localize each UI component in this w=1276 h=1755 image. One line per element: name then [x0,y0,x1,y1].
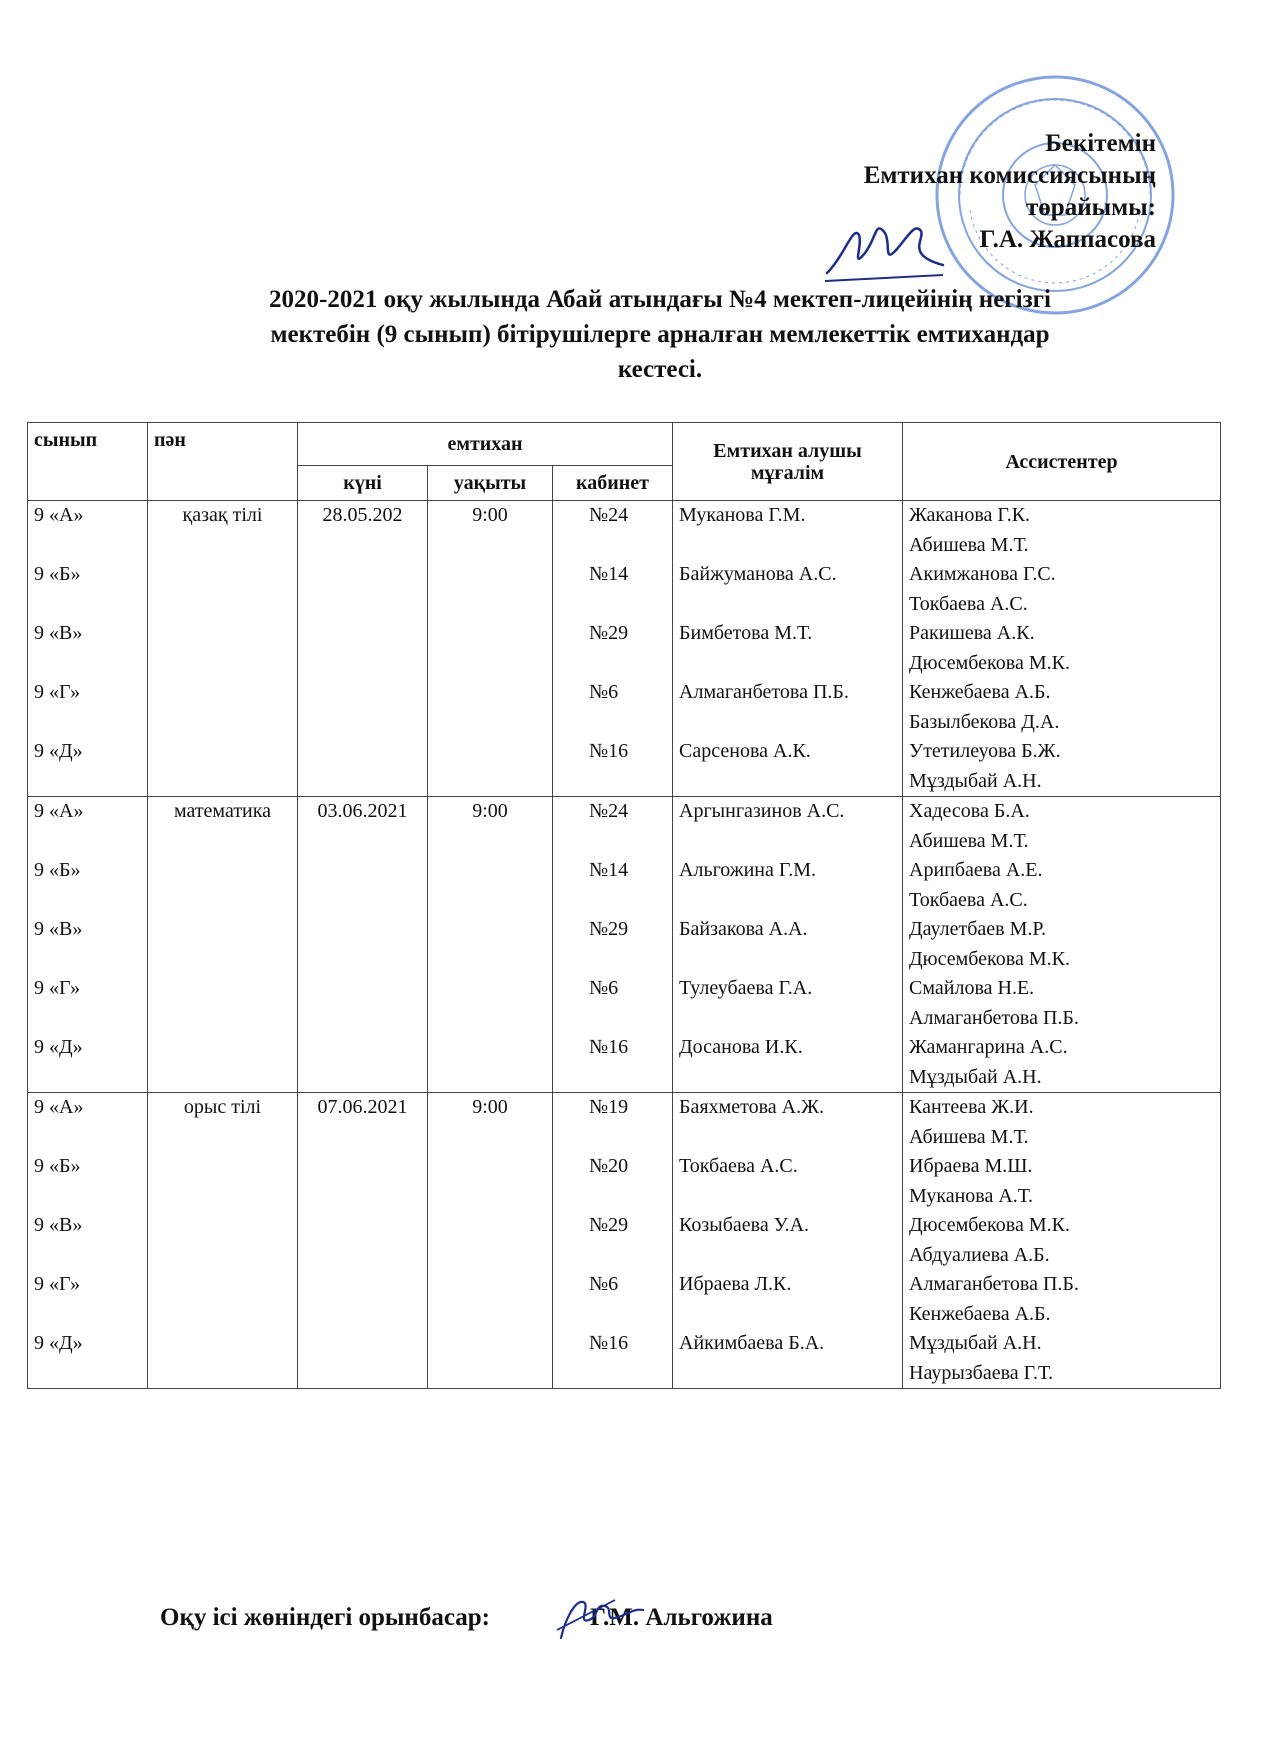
teacher-name: Байжуманова А.С. [679,563,837,585]
room-number: №6 [589,977,619,999]
class-label: 9 «Д» [34,1332,83,1354]
room-number: №29 [589,622,629,644]
room-cell [553,797,673,1093]
assistant-name: Базылбекова Д.А. [909,710,1060,733]
teacher-name: Муканова Г.М. [679,504,806,526]
room-number: №6 [589,681,619,703]
assistant-name: Алмаганбетова П.Б. [909,1006,1079,1029]
table-row [28,501,1221,797]
teacher-name: Аргынгазинов А.С. [679,800,845,822]
assistant-name: Хадесова Б.А. [909,800,1030,822]
assistant-name: Акимжанова Г.С. [909,563,1056,585]
room-number: №29 [589,918,629,940]
assistant-name: Абдуалиева А.Б. [909,1243,1050,1266]
header-exam: емтихан [298,423,673,466]
assistant-name: Дюсембекова М.К. [909,651,1070,674]
teacher-name: Бимбетова М.Т. [679,622,813,644]
class-label: 9 «Г» [34,1273,81,1295]
time-cell: 9:00 [428,797,553,1093]
document-title [180,282,1140,387]
room-number: №24 [589,504,629,526]
class-label: 9 «В» [34,1214,83,1236]
room-number: №24 [589,800,629,822]
class-label: 9 «Д» [34,740,83,762]
header-room: кабинет [553,466,673,501]
teacher-name: Алмаганбетова П.Б. [679,681,849,703]
teacher-name: Ибраева Л.К. [679,1273,792,1295]
chair-signature [825,215,945,285]
date-cell: 28.05.202 [298,501,428,797]
deputy-signature [555,1590,645,1645]
approval-line-3: төрайымы: [1026,194,1156,221]
header-time: уақыты [428,466,553,501]
class-label: 9 «А» [34,800,84,822]
assistant-name: Наурызбаева Г.Т. [909,1361,1054,1384]
class-cell [28,1093,148,1389]
teacher-cell [673,797,903,1093]
class-label: 9 «Б» [34,1155,81,1177]
teacher-name: Альгожина Г.М. [679,859,816,881]
assistants-cell [903,797,1221,1093]
room-number: №14 [589,563,629,585]
room-number: №20 [589,1155,629,1177]
assistant-name: Ракишева А.К. [909,622,1035,644]
approval-block [736,128,1156,256]
teacher-cell [673,501,903,797]
room-cell [553,1093,673,1389]
deputy-signature-line [160,1604,773,1632]
assistants-cell [903,501,1221,797]
class-label: 9 «Б» [34,859,81,881]
teacher-name: Айкимбаева Б.А. [679,1332,825,1354]
assistant-name: Кантеева Ж.И. [909,1096,1034,1118]
teacher-name: Козыбаева У.А. [679,1214,810,1236]
assistant-name: Арипбаева А.Е. [909,859,1043,881]
subject-cell: математика [148,797,298,1093]
room-number: №29 [589,1214,629,1236]
assistant-name: Мұздыбай А.Н. [909,769,1042,792]
teacher-name: Токбаева А.С. [679,1155,798,1177]
assistant-name: Жаканова Г.К. [909,504,1031,526]
class-label: 9 «Б» [34,563,81,585]
assistant-name: Кенжебаева А.Б. [909,1302,1051,1325]
teacher-name: Досанова И.К. [679,1036,803,1058]
class-cell [28,797,148,1093]
assistant-name: Мұздыбай А.Н. [909,1065,1042,1088]
table-row [28,1093,1221,1389]
class-label: 9 «Г» [34,977,81,999]
class-label: 9 «Г» [34,681,81,703]
deputy-name: Г.М. Альгожина [589,1604,773,1631]
title-line-1: 2020-2021 оқу жылында Абай атындағы №4 мектеп-лицейінің негізгі [269,286,1051,313]
teacher-cell [673,1093,903,1389]
assistant-name: Алмаганбетова П.Б. [909,1273,1079,1295]
exam-schedule-table [27,422,1221,1389]
room-number: №16 [589,1332,629,1354]
teacher-name: Байзакова А.А. [679,918,808,940]
time-cell: 9:00 [428,501,553,797]
approval-line-1: Бекітемін [1045,130,1156,157]
assistant-name: Токбаева А.С. [909,888,1028,911]
assistant-name: Абишева М.Т. [909,829,1029,852]
time-cell: 9:00 [428,1093,553,1389]
assistant-name: Дюсембекова М.К. [909,1214,1070,1236]
title-line-2: мектебін (9 сынып) бітірушілерге арналған мемлекеттік емтихандар [270,321,1050,348]
class-label: 9 «А» [34,504,84,526]
assistant-name: Кенжебаева А.Б. [909,681,1051,703]
subject-cell: орыс тілі [148,1093,298,1389]
table-row [28,797,1221,1093]
deputy-label: Оқу ісі жөніндегі орынбасар: [160,1604,490,1631]
class-label: 9 «А» [34,1096,84,1118]
assistant-name: Смайлова Н.Е. [909,977,1035,999]
teacher-name: Тулеубаева Г.А. [679,977,813,999]
assistant-name: Жамангарина А.С. [909,1036,1068,1058]
header-subject: пән [148,423,298,501]
header-date: күні [298,466,428,501]
assistant-name: Мұздыбай А.Н. [909,1332,1042,1354]
header-assistants: Ассистентер [903,423,1221,501]
room-number: №6 [589,1273,619,1295]
teacher-name: Сарсенова А.К. [679,740,811,762]
assistant-name: Муканова А.Т. [909,1184,1034,1207]
room-number: №16 [589,740,629,762]
assistant-name: Даулетбаев М.Р. [909,918,1047,940]
class-label: 9 «В» [34,918,83,940]
class-label: 9 «В» [34,622,83,644]
assistant-name: Абишева М.Т. [909,533,1029,556]
assistant-name: Ибраева М.Ш. [909,1155,1033,1177]
approval-line-2: Емтихан комиссиясының [863,162,1156,189]
class-label: 9 «Д» [34,1036,83,1058]
room-number: №14 [589,859,629,881]
assistants-cell [903,1093,1221,1389]
header-teacher: Емтихан алушы мұғалім [673,423,903,501]
assistant-name: Абишева М.Т. [909,1125,1029,1148]
assistant-name: Токбаева А.С. [909,592,1028,615]
subject-cell: қазақ тілі [148,501,298,797]
header-class: сынып [28,423,148,501]
assistant-name: Дюсембекова М.К. [909,947,1070,970]
teacher-name: Баяхметова А.Ж. [679,1096,825,1118]
room-number: №16 [589,1036,629,1058]
room-number: №19 [589,1096,629,1118]
title-line-3: кестесі. [617,356,703,383]
room-cell [553,501,673,797]
assistant-name: Утетилеуова Б.Ж. [909,740,1061,762]
class-cell [28,501,148,797]
date-cell: 07.06.2021 [298,1093,428,1389]
approval-line-4: Г.А. Жаппасова [979,226,1156,253]
date-cell: 03.06.2021 [298,797,428,1093]
